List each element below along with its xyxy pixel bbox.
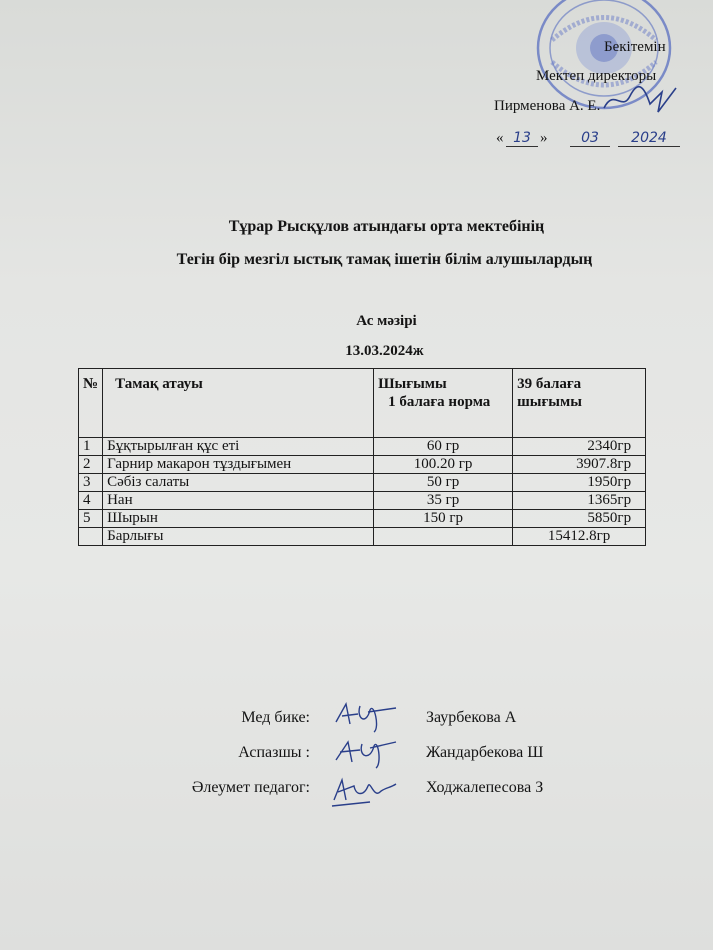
- table-sum-row: [79, 528, 646, 546]
- menu-table: [78, 368, 646, 546]
- sum-norm: [374, 528, 513, 546]
- signature-mark: [330, 772, 400, 808]
- header-dish: Тамақ атауы: [103, 369, 374, 438]
- table-header-row: [79, 369, 646, 438]
- signature-name: Заурбекова А: [426, 709, 517, 726]
- approval-date-month: 03: [570, 130, 610, 147]
- header-total-line1: 39 балаға: [517, 376, 582, 392]
- row-norm: 50 гр: [374, 474, 513, 492]
- row-name: Гарнир макарон тұздығымен: [103, 456, 374, 474]
- sum-label: Барлығы: [103, 528, 374, 546]
- header-norm-line1: Шығымы: [378, 376, 447, 392]
- row-no: 5: [79, 510, 103, 528]
- row-total: 1950гр: [513, 474, 646, 492]
- row-total: 1365гр: [513, 492, 646, 510]
- row-no: 2: [79, 456, 103, 474]
- approval-date-day: 13: [506, 130, 538, 147]
- menu-date: 13.03.2024ж: [345, 343, 424, 359]
- header-norm-line2: 1 балаға норма: [388, 394, 491, 410]
- row-total: 2340гр: [513, 438, 646, 456]
- row-name: Шырын: [103, 510, 374, 528]
- sum-total: 15412.8гр: [513, 528, 646, 546]
- signature-role: Әлеумет педагог:: [191, 779, 310, 796]
- table-row: [79, 474, 646, 492]
- header-total: [513, 369, 646, 438]
- row-total: 3907.8гр: [513, 456, 646, 474]
- row-norm: 100.20 гр: [374, 456, 513, 474]
- subtitle: Тегін бір мезгіл ыстық тамақ ішетін білім алушылардың: [176, 251, 593, 268]
- table-row: [79, 456, 646, 474]
- signature-name: Ходжалепесова З: [426, 779, 544, 796]
- table-row: [79, 492, 646, 510]
- header-total-line2: шығымы: [517, 394, 582, 410]
- row-norm: 60 гр: [374, 438, 513, 456]
- row-no: 3: [79, 474, 103, 492]
- row-total: 5850гр: [513, 510, 646, 528]
- row-name: Сәбіз салаты: [103, 474, 374, 492]
- director-signature: [600, 82, 680, 118]
- sum-no: [79, 528, 103, 546]
- table-row: [79, 510, 646, 528]
- approval-name: Пирменова А. Е.: [494, 98, 601, 114]
- table-row: [79, 438, 646, 456]
- row-name: Бұқтырылған құс еті: [103, 438, 374, 456]
- header-norm: [374, 369, 513, 438]
- menu-title: Ас мәзірі: [356, 313, 417, 329]
- signature-role: Аспазшы :: [238, 744, 310, 761]
- approval-role: Мектеп директоры: [536, 68, 657, 84]
- header-no: №: [79, 369, 103, 438]
- approval-title: Бекітемін: [604, 39, 666, 55]
- signature-mark: [330, 734, 400, 770]
- school-title: Тұрар Рысқұлов атындағы орта мектебінің: [228, 218, 545, 235]
- signature-role: Мед бике:: [241, 709, 310, 726]
- date-close-quote: »: [540, 130, 548, 146]
- row-no: 4: [79, 492, 103, 510]
- signature-name: Жандарбекова Ш: [426, 744, 544, 761]
- row-no: 1: [79, 438, 103, 456]
- signature-mark: [330, 698, 400, 734]
- row-norm: 150 гр: [374, 510, 513, 528]
- approval-date-year: 2024: [618, 130, 680, 147]
- row-name: Нан: [103, 492, 374, 510]
- date-open-quote: «: [496, 130, 504, 146]
- row-norm: 35 гр: [374, 492, 513, 510]
